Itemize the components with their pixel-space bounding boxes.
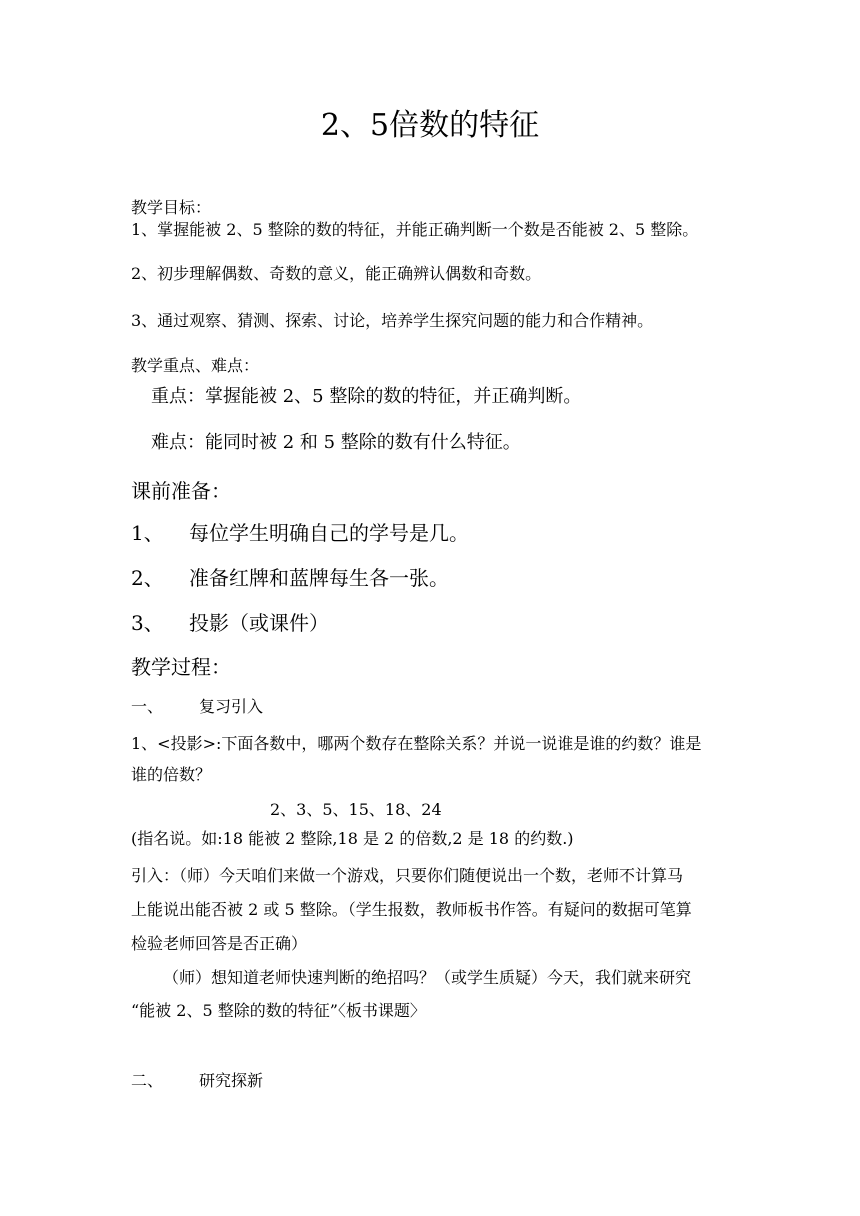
intro-line-3: 检验老师回答是否正确） (131, 934, 308, 953)
teacher-line-2: “能被 2、5 整除的数的特征”〈板书课题〉 (131, 1001, 426, 1020)
preparation-heading: 课前准备： (131, 479, 231, 503)
key-point-difficulty: 难点：能同时被 2 和 5 整除的数有什么特征。 (151, 432, 521, 453)
answer-note: (指名说。如:18 能被 2 整除,18 是 2 的倍数,2 是 18 的约数.) (131, 829, 574, 848)
section-number: 一、 (131, 697, 164, 716)
preparation-item-number: 1、 (131, 521, 164, 545)
key-point-focus: 重点：掌握能被 2、5 整除的数的特征，并正确判断。 (151, 386, 582, 407)
objective-item-2: 2、初步理解偶数、奇数的意义，能正确辨认偶数和奇数。 (131, 264, 542, 283)
question-1-line-1: 1、<投影>:下面各数中，哪两个数存在整除关系？并说一说谁是谁的约数？谁是 (131, 734, 702, 753)
preparation-item-1 (131, 521, 631, 547)
intro-line-2: 上能说出能否被 2 或 5 整除。（学生报数，教师板书作答。有疑问的数据可笔算 (131, 900, 692, 919)
preparation-item-2 (131, 566, 631, 592)
objective-item-3: 3、通过观察、猜测、探索、讨论，培养学生探究问题的能力和合作精神。 (131, 311, 654, 330)
objective-item-1: 1、掌握能被 2、5 整除的数的特征，并能正确判断一个数是否能被 2、5 整除。 (131, 220, 699, 239)
section-1-heading (131, 697, 531, 719)
preparation-item-text: 每位学生明确自己的学号是几。 (189, 521, 469, 545)
preparation-item-number: 3、 (131, 611, 164, 635)
teacher-line-1: （师）想知道老师快速判断的绝招吗？（或学生质疑）今天，我们就来研究 (163, 968, 692, 987)
section-title: 复习引入 (199, 697, 264, 716)
page-title: 2、5倍数的特征 (320, 108, 540, 143)
key-points-heading: 教学重点、难点： (131, 356, 260, 375)
intro-line-1: 引入：（师）今天咱们来做一个游戏，只要你们随便说出一个数，老师不计算马 (131, 866, 684, 885)
preparation-item-text: 投影（或课件） (189, 611, 329, 635)
process-heading: 教学过程： (131, 655, 231, 679)
section-number: 二、 (131, 1071, 164, 1090)
objectives-heading: 教学目标： (131, 198, 212, 217)
preparation-item-text: 准备红牌和蓝牌每生各一张。 (189, 566, 449, 590)
question-1-line-2: 谁的倍数？ (131, 765, 212, 784)
number-list: 2、3、5、15、18、24 (270, 800, 442, 819)
preparation-item-number: 2、 (131, 566, 164, 590)
section-2-heading (131, 1071, 531, 1093)
preparation-item-3 (131, 611, 631, 637)
section-title: 研究探新 (199, 1071, 264, 1090)
